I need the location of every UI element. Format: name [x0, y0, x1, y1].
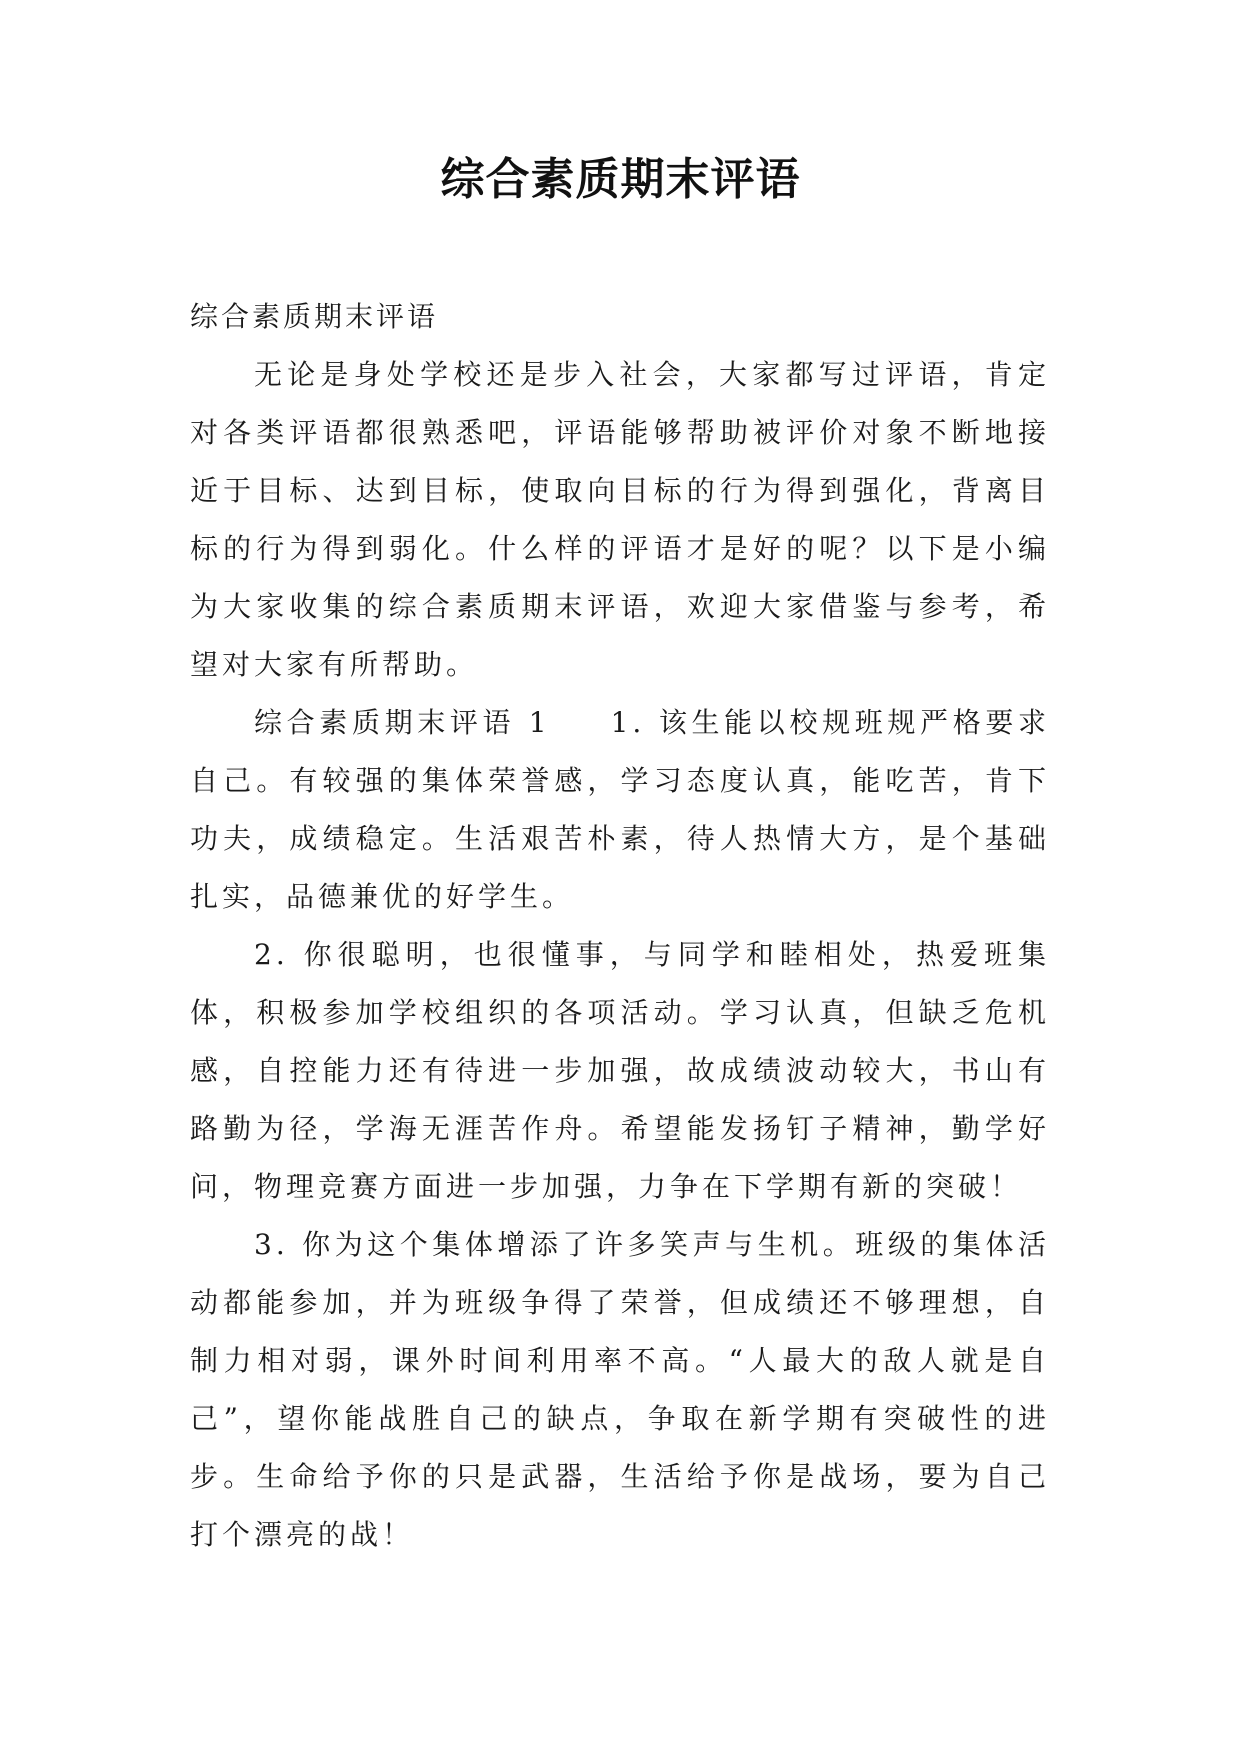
section-heading: 综合素质期末评语 1 [254, 706, 551, 739]
document-title: 综合素质期末评语 [440, 154, 801, 205]
document-subtitle: 综合素质期末评语 [190, 300, 439, 333]
comment-item-1: 1. 该生能以校规班规严格要求自己。有较强的集体荣誉感，学习态度认真，能吃苦，肯下功夫，成绩稳定。生活艰苦朴素，待人热情大方，是个基础扎实，品德兼优的好学生。 [190, 706, 1050, 913]
comment-item-2: 2. 你很聪明，也很懂事，与同学和睦相处，热爱班集体，积极参加学校组织的各项活动。学习认真，但缺乏危机感，自控能力还有待进一步加强，故成绩波动较大，书山有路勤为径，学海无涯苦作舟。希望能发扬钉子精神，勤学好问，物理竞赛方面进一步加强，力争在下学期有新的突破！ [190, 938, 1050, 1203]
comment-item-3: 3. 你为这个集体增添了许多笑声与生机。班级的集体活动都能参加，并为班级争得了荣誉，但成绩还不够理想，自制力相对弱，课外时间利用率不高。“人最大的敌人就是自己”，望你能战胜自己的缺点，争取在新学期有突破性的进步。生命给予你的只是武器，生活给予你是战场，要为自己打个漂亮的战！ [190, 1228, 1050, 1551]
document-body [190, 288, 1050, 1564]
intro-paragraph: 无论是身处学校还是步入社会，大家都写过评语，肯定对各类评语都很熟悉吧，评语能够帮助被评价对象不断地接近于目标、达到目标，使取向目标的行为得到强化，背离目标的行为得到弱化。什么样的评语才是好的呢？以下是小编为大家收集的综合素质期末评语，欢迎大家借鉴与参考，希望对大家有所帮助。 [190, 358, 1050, 681]
section-paragraph-1 [190, 694, 1050, 926]
